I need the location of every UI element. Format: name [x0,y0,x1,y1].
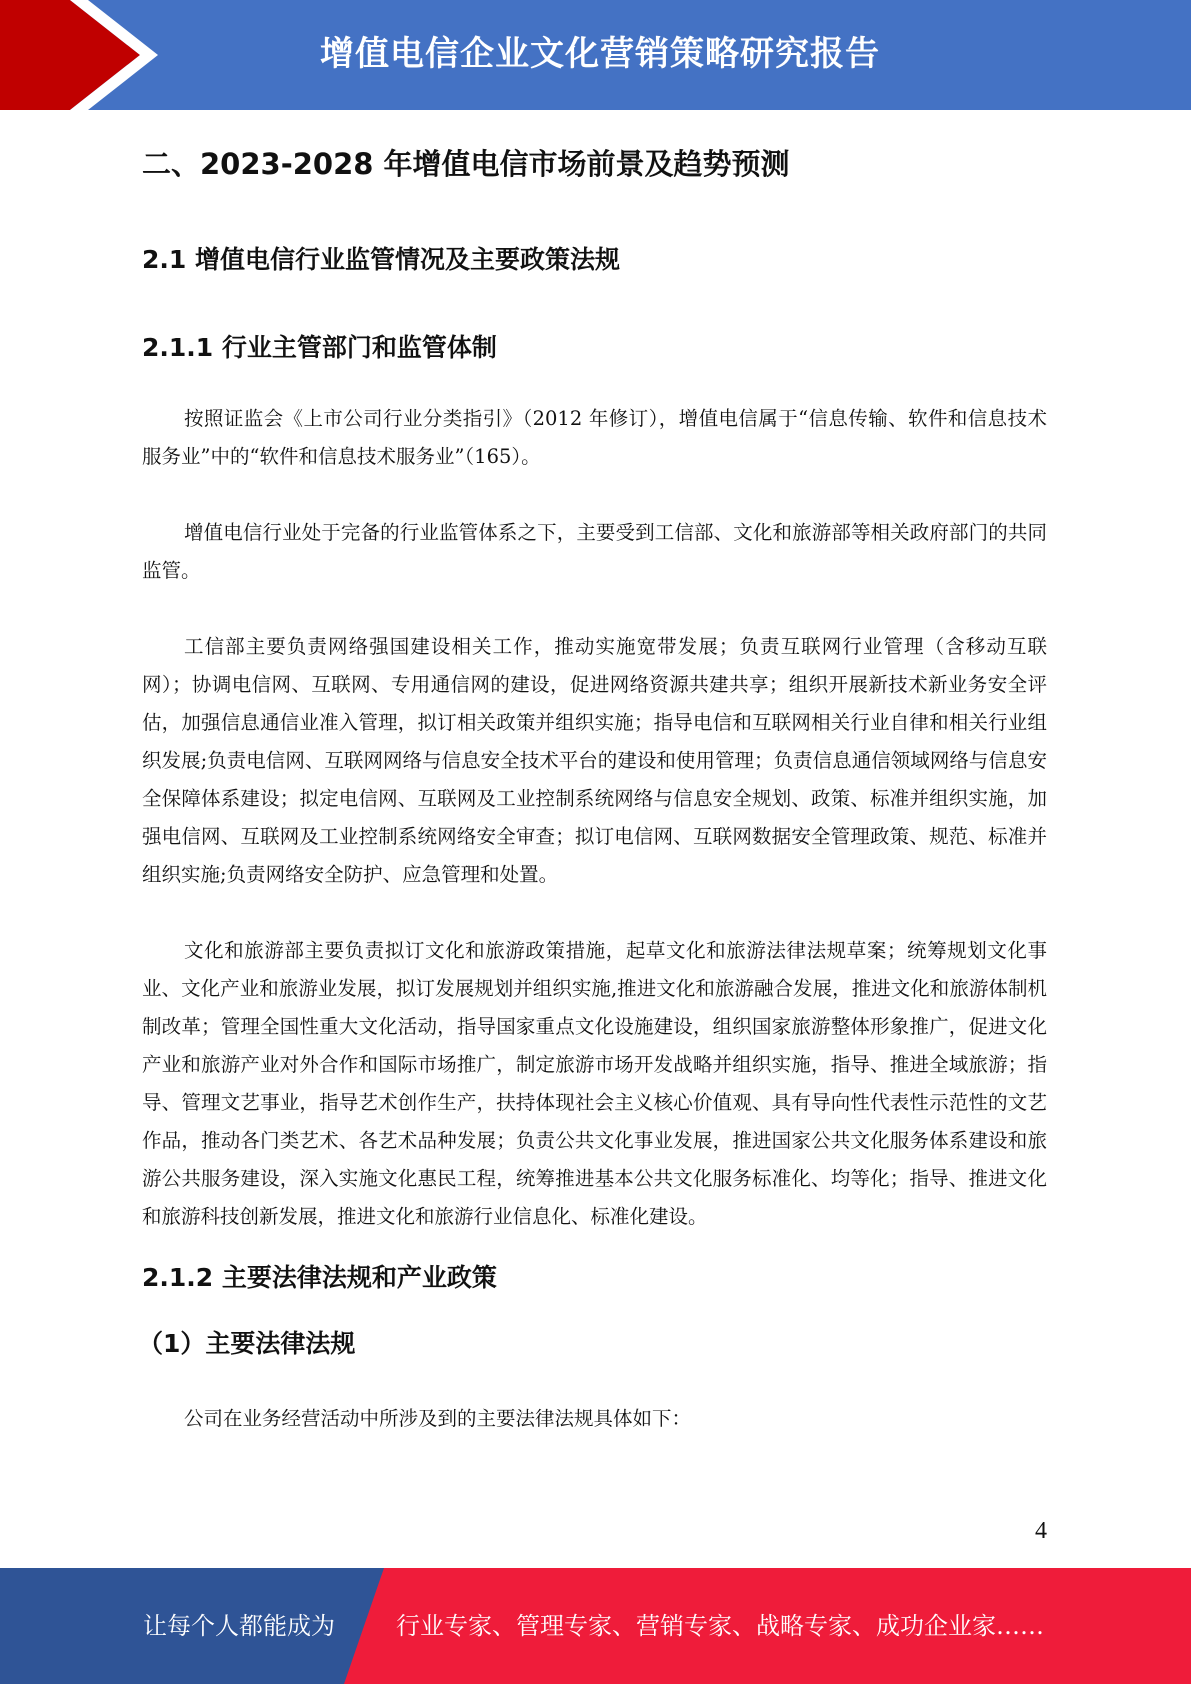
paragraph-classification: 按照证监会《上市公司行业分类指引》（2012 年修订），增值电信属于“信息传输、软件和信息技术服务业”中的“软件和信息技术服务业”（165）。 [142,407,1047,468]
subsection-heading-2-1-2: 2.1.2 主要法律法规和产业政策 [142,1263,497,1292]
page-number: 4 [1035,1518,1047,1544]
paragraph-culture-tourism-duties: 文化和旅游部主要负责拟订文化和旅游政策措施，起草文化和旅游法律法规草案；统筹规划文化事业、文化产业和旅游业发展，拟订发展规划并组织实施,推进文化和旅游融合发展，推进文化和旅游体制机制改革；管理全国性重大文化活动，指导国家重点文化设施建设，组织国家旅游整体形象推广，促进文化产业和旅游产业对外合作和国际市场推广，制定旅游市场开发战略并组织实施，指导、推进全域旅游；指导、管理文艺事业，指导艺术创作生产，扶持体现社会主义核心价值观、具有导向性代表性示范性的文艺作品，推动各门类艺术、各艺术品种发展；负责公共文化事业发展，推进国家公共文化服务体系建设和旅游公共服务建设，深入实施文化惠民工程，统筹推进基本公共文化服务标准化、均等化；指导、推进文化和旅游科技创新发展，推进文化和旅游行业信息化、标准化建设。 [142,939,1047,1228]
header-title: 增值电信企业文化营销策略研究报告 [320,34,880,74]
paragraph-miit-duties: 工信部主要负责网络强国建设相关工作，推动实施宽带发展；负责互联网行业管理（含移动互联网）；协调电信网、互联网、专用通信网的建设，促进网络资源共建共享；组织开展新技术新业务安全评估，加强信息通信业准入管理，拟订相关政策并组织实施；指导电信和互联网相关行业自律和相关行业组织发展;负责电信网、互联网网络与信息安全技术平台的建设和使用管理；负责信息通信领域网络与信息安全保障体系建设；拟定电信网、互联网及工业控制系统网络与信息安全规划、政策、标准并组织实施，加强电信网、互联网及工业控制系统网络安全审查；拟订电信网、互联网数据安全管理政策、规范、标准并组织实施;负责网络安全防护、应急管理和处置。 [142,635,1047,886]
paragraph-laws-intro: 公司在业务经营活动中所涉及到的主要法律法规具体如下： [184,1407,692,1430]
subsection-heading-2-1-1: 2.1.1 行业主管部门和监管体制 [142,333,497,362]
footer-slogan-right: 行业专家、管理专家、营销专家、战略专家、成功企业家…… [396,1612,1044,1640]
footer-slogan-left: 让每个人都能成为 [143,1612,335,1640]
paragraph-regulation-overview: 增值电信行业处于完备的行业监管体系之下，主要受到工信部、文化和旅游部等相关政府部门的共同监管。 [142,521,1047,582]
page-footer [0,1568,1191,1684]
section-heading-2: 二、2023-2028 年增值电信市场前景及趋势预测 [142,147,790,181]
document-body [138,130,1047,1438]
subsection-heading-laws: （1）主要法律法规 [138,1329,356,1358]
subsection-heading-2-1: 2.1 增值电信行业监管情况及主要政策法规 [142,245,620,274]
header-chevron-icon [0,0,200,110]
page-header [0,0,1191,110]
